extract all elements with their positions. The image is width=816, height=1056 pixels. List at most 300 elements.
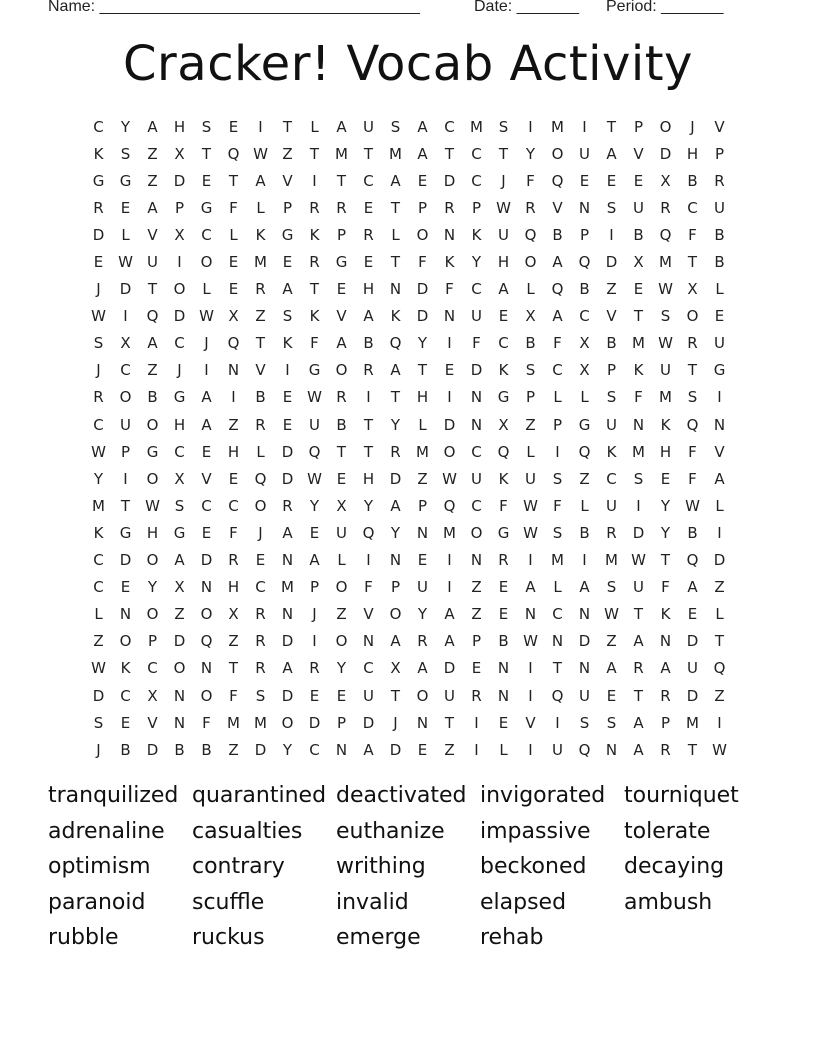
grid-letter[interactable]: O [335, 361, 348, 380]
grid-letter[interactable]: I [474, 740, 479, 759]
grid-letter[interactable]: C [255, 578, 266, 597]
grid-letter[interactable]: A [282, 280, 293, 299]
grid-letter[interactable]: C [174, 334, 185, 353]
grid-letter[interactable]: P [417, 198, 428, 217]
grid-letter[interactable]: W [307, 469, 322, 488]
grid-letter[interactable]: D [173, 632, 186, 651]
grid-letter[interactable]: A [579, 578, 590, 597]
grid-letter[interactable]: Q [659, 225, 672, 244]
grid-letter[interactable]: Z [714, 578, 725, 597]
grid-letter[interactable]: V [147, 225, 158, 244]
grid-letter[interactable]: A [390, 171, 401, 190]
grid-letter[interactable]: U [579, 686, 590, 705]
grid-letter[interactable]: N [470, 415, 483, 434]
grid-letter[interactable]: D [281, 469, 294, 488]
grid-letter[interactable]: X [120, 334, 131, 353]
grid-letter[interactable]: H [416, 388, 429, 407]
grid-letter[interactable]: E [660, 469, 671, 488]
grid-letter[interactable]: X [174, 225, 185, 244]
grid-letter[interactable]: N [119, 605, 132, 624]
grid-letter[interactable]: J [204, 334, 209, 353]
grid-letter[interactable]: N [443, 307, 456, 326]
grid-letter[interactable]: K [120, 659, 131, 678]
name-field[interactable]: Name: ____________________________________ [48, 0, 420, 15]
grid-letter[interactable]: H [686, 144, 699, 163]
grid-letter[interactable]: P [282, 198, 293, 217]
grid-letter[interactable]: T [687, 740, 698, 759]
grid-letter[interactable]: N [632, 415, 645, 434]
grid-letter[interactable]: O [173, 280, 186, 299]
grid-letter[interactable]: I [528, 659, 533, 678]
grid-letter[interactable]: L [337, 551, 346, 570]
grid-letter[interactable]: C [444, 117, 455, 136]
grid-letter[interactable]: E [363, 198, 374, 217]
grid-letter[interactable]: S [93, 713, 104, 732]
grid-letter[interactable]: Z [471, 578, 482, 597]
grid-letter[interactable]: I [609, 225, 614, 244]
grid-letter[interactable]: R [255, 280, 266, 299]
grid-letter[interactable]: Z [606, 280, 617, 299]
grid-letter[interactable]: B [606, 334, 617, 353]
grid-letter[interactable]: A [201, 415, 212, 434]
grid-letter[interactable]: L [580, 388, 589, 407]
grid-letter[interactable]: D [443, 659, 456, 678]
grid-letter[interactable]: T [120, 496, 131, 515]
grid-letter[interactable]: C [552, 605, 563, 624]
grid-letter[interactable]: X [579, 334, 590, 353]
grid-letter[interactable]: B [336, 415, 347, 434]
grid-letter[interactable]: D [443, 415, 456, 434]
grid-letter[interactable]: D [686, 686, 699, 705]
grid-letter[interactable]: P [579, 225, 590, 244]
grid-letter[interactable]: S [606, 198, 617, 217]
grid-letter[interactable]: R [660, 740, 671, 759]
grid-letter[interactable]: T [687, 361, 698, 380]
grid-letter[interactable]: S [606, 578, 617, 597]
grid-letter[interactable]: N [578, 659, 591, 678]
grid-letter[interactable]: E [228, 469, 239, 488]
grid-letter[interactable]: Y [120, 117, 131, 136]
grid-letter[interactable]: C [471, 280, 482, 299]
grid-letter[interactable]: Y [390, 523, 401, 542]
grid-letter[interactable]: V [336, 307, 347, 326]
grid-letter[interactable]: T [444, 144, 455, 163]
grid-letter[interactable]: R [525, 198, 536, 217]
grid-letter[interactable]: I [717, 523, 722, 542]
grid-letter[interactable]: R [606, 523, 617, 542]
grid-letter[interactable]: U [606, 496, 617, 515]
grid-letter[interactable]: N [173, 713, 186, 732]
grid-letter[interactable]: W [685, 496, 700, 515]
grid-letter[interactable]: O [686, 307, 699, 326]
grid-letter[interactable]: C [687, 198, 698, 217]
grid-letter[interactable]: P [714, 144, 725, 163]
grid-letter[interactable]: S [687, 388, 698, 407]
grid-letter[interactable]: Z [93, 632, 104, 651]
grid-letter[interactable]: I [312, 632, 317, 651]
grid-letter[interactable]: Y [363, 496, 374, 515]
grid-letter[interactable]: Y [525, 144, 536, 163]
grid-letter[interactable]: F [202, 713, 211, 732]
grid-letter[interactable]: L [256, 442, 265, 461]
grid-letter[interactable]: Z [471, 605, 482, 624]
grid-letter[interactable]: E [579, 171, 590, 190]
grid-letter[interactable]: D [470, 361, 483, 380]
grid-letter[interactable]: U [660, 361, 671, 380]
grid-letter[interactable]: M [227, 713, 240, 732]
grid-letter[interactable]: C [471, 442, 482, 461]
grid-letter[interactable]: Q [686, 415, 699, 434]
grid-letter[interactable]: N [281, 551, 294, 570]
grid-letter[interactable]: C [309, 740, 320, 759]
grid-letter[interactable]: T [147, 280, 158, 299]
grid-letter[interactable]: E [606, 171, 617, 190]
grid-letter[interactable]: Z [444, 740, 455, 759]
grid-letter[interactable]: G [497, 388, 510, 407]
grid-letter[interactable]: F [229, 686, 238, 705]
grid-letter[interactable]: O [335, 578, 348, 597]
grid-letter[interactable]: B [147, 388, 158, 407]
grid-letter[interactable]: W [523, 523, 538, 542]
grid-letter[interactable]: K [309, 307, 320, 326]
grid-letter[interactable]: O [416, 225, 429, 244]
grid-letter[interactable]: G [146, 442, 159, 461]
grid-letter[interactable]: D [632, 523, 645, 542]
grid-letter[interactable]: K [255, 225, 266, 244]
grid-letter[interactable]: E [417, 740, 428, 759]
grid-letter[interactable]: A [147, 334, 158, 353]
grid-letter[interactable]: B [633, 225, 644, 244]
grid-letter[interactable]: C [471, 144, 482, 163]
grid-letter[interactable]: N [173, 686, 186, 705]
grid-letter[interactable]: S [633, 469, 644, 488]
grid-letter[interactable]: P [525, 388, 536, 407]
grid-letter[interactable]: D [92, 686, 105, 705]
grid-letter[interactable]: X [174, 144, 185, 163]
grid-letter[interactable]: W [91, 307, 106, 326]
grid-letter[interactable]: H [227, 442, 240, 461]
grid-letter[interactable]: S [552, 469, 563, 488]
grid-letter[interactable]: A [417, 659, 428, 678]
grid-letter[interactable]: Y [660, 496, 671, 515]
grid-letter[interactable]: Q [578, 253, 591, 272]
grid-letter[interactable]: U [714, 334, 725, 353]
grid-letter[interactable]: V [255, 361, 266, 380]
grid-letter[interactable]: L [526, 442, 535, 461]
grid-letter[interactable]: I [555, 442, 560, 461]
grid-letter[interactable]: N [227, 361, 240, 380]
grid-letter[interactable]: F [526, 171, 535, 190]
grid-letter[interactable]: N [470, 388, 483, 407]
grid-letter[interactable]: T [633, 605, 644, 624]
grid-letter[interactable]: I [555, 713, 560, 732]
grid-letter[interactable]: B [498, 632, 509, 651]
grid-letter[interactable]: B [174, 740, 185, 759]
grid-letter[interactable]: T [444, 713, 455, 732]
grid-letter[interactable]: M [416, 442, 429, 461]
grid-letter[interactable]: F [688, 469, 697, 488]
grid-letter[interactable]: Z [147, 144, 158, 163]
grid-letter[interactable]: K [390, 307, 401, 326]
grid-letter[interactable]: O [200, 605, 213, 624]
grid-letter[interactable]: N [281, 605, 294, 624]
grid-letter[interactable]: N [659, 632, 672, 651]
grid-letter[interactable]: O [416, 686, 429, 705]
grid-letter[interactable]: P [309, 578, 320, 597]
grid-letter[interactable]: J [177, 361, 182, 380]
grid-letter[interactable]: B [579, 280, 590, 299]
grid-letter[interactable]: N [578, 605, 591, 624]
grid-letter[interactable]: R [687, 334, 698, 353]
grid-letter[interactable]: A [660, 659, 671, 678]
grid-letter[interactable]: E [201, 442, 212, 461]
grid-letter[interactable]: F [688, 225, 697, 244]
grid-letter[interactable]: U [606, 415, 617, 434]
grid-letter[interactable]: M [254, 713, 267, 732]
grid-letter[interactable]: A [363, 740, 374, 759]
grid-letter[interactable]: U [120, 415, 131, 434]
grid-letter[interactable]: A [633, 713, 644, 732]
grid-letter[interactable]: U [579, 144, 590, 163]
grid-letter[interactable]: R [309, 659, 320, 678]
grid-letter[interactable]: K [606, 442, 617, 461]
grid-letter[interactable]: S [552, 523, 563, 542]
grid-letter[interactable]: E [228, 117, 239, 136]
grid-letter[interactable]: A [147, 117, 158, 136]
grid-letter[interactable]: A [606, 144, 617, 163]
grid-letter[interactable]: A [552, 307, 563, 326]
grid-letter[interactable]: P [552, 415, 563, 434]
grid-letter[interactable]: X [579, 361, 590, 380]
grid-letter[interactable]: I [582, 551, 587, 570]
grid-letter[interactable]: U [444, 686, 455, 705]
grid-letter[interactable]: P [336, 225, 347, 244]
grid-letter[interactable]: E [255, 551, 266, 570]
grid-letter[interactable]: T [255, 334, 266, 353]
grid-letter[interactable]: P [606, 361, 617, 380]
grid-letter[interactable]: S [174, 496, 185, 515]
grid-letter[interactable]: Z [147, 361, 158, 380]
grid-letter[interactable]: S [282, 307, 293, 326]
grid-letter[interactable]: U [633, 578, 644, 597]
grid-letter[interactable]: Q [551, 280, 564, 299]
grid-letter[interactable]: U [309, 415, 320, 434]
grid-letter[interactable]: E [93, 253, 104, 272]
grid-letter[interactable]: K [93, 523, 104, 542]
grid-letter[interactable]: C [93, 117, 104, 136]
grid-letter[interactable]: Q [524, 225, 537, 244]
grid-letter[interactable]: P [417, 496, 428, 515]
grid-letter[interactable]: V [201, 469, 212, 488]
grid-letter[interactable]: R [93, 198, 104, 217]
grid-letter[interactable]: U [714, 198, 725, 217]
grid-letter[interactable]: T [606, 117, 617, 136]
grid-letter[interactable]: F [472, 334, 481, 353]
grid-letter[interactable]: L [715, 605, 724, 624]
grid-letter[interactable]: D [92, 225, 105, 244]
grid-letter[interactable]: W [199, 307, 214, 326]
grid-letter[interactable]: R [444, 198, 455, 217]
grid-letter[interactable]: L [553, 578, 562, 597]
grid-letter[interactable]: Y [390, 415, 401, 434]
grid-letter[interactable]: A [255, 171, 266, 190]
grid-letter[interactable]: N [524, 605, 537, 624]
grid-letter[interactable]: Z [714, 686, 725, 705]
grid-letter[interactable]: R [255, 632, 266, 651]
grid-letter[interactable]: G [173, 523, 186, 542]
grid-letter[interactable]: Y [147, 578, 158, 597]
grid-letter[interactable]: Q [308, 442, 321, 461]
grid-letter[interactable]: J [96, 361, 101, 380]
grid-letter[interactable]: W [496, 198, 511, 217]
grid-letter[interactable]: C [93, 551, 104, 570]
grid-letter[interactable]: D [443, 171, 456, 190]
grid-letter[interactable]: H [227, 578, 240, 597]
grid-letter[interactable]: A [552, 253, 563, 272]
grid-letter[interactable]: N [578, 198, 591, 217]
grid-letter[interactable]: E [336, 280, 347, 299]
grid-letter[interactable]: J [501, 171, 506, 190]
grid-letter[interactable]: N [497, 686, 510, 705]
grid-letter[interactable]: T [633, 686, 644, 705]
grid-letter[interactable]: L [94, 605, 103, 624]
grid-letter[interactable]: Q [443, 496, 456, 515]
grid-letter[interactable]: R [417, 632, 428, 651]
grid-letter[interactable]: X [525, 307, 536, 326]
grid-letter[interactable]: E [120, 578, 131, 597]
grid-letter[interactable]: U [363, 686, 374, 705]
grid-letter[interactable]: I [447, 551, 452, 570]
grid-letter[interactable]: S [390, 117, 401, 136]
grid-letter[interactable]: R [255, 605, 266, 624]
grid-letter[interactable]: U [498, 225, 509, 244]
grid-letter[interactable]: T [660, 551, 671, 570]
grid-letter[interactable]: D [281, 442, 294, 461]
grid-letter[interactable]: G [173, 388, 186, 407]
grid-letter[interactable]: X [660, 171, 671, 190]
grid-letter[interactable]: L [391, 225, 400, 244]
grid-letter[interactable]: Z [336, 605, 347, 624]
grid-letter[interactable]: D [254, 740, 267, 759]
grid-letter[interactable]: F [418, 253, 427, 272]
grid-letter[interactable]: D [713, 551, 726, 570]
grid-letter[interactable]: B [714, 225, 725, 244]
grid-letter[interactable]: R [282, 496, 293, 515]
grid-letter[interactable]: I [204, 361, 209, 380]
grid-letter[interactable]: E [309, 686, 320, 705]
grid-letter[interactable]: M [254, 253, 267, 272]
date-field[interactable]: Date: _______ [474, 0, 579, 15]
grid-letter[interactable]: N [416, 523, 429, 542]
grid-letter[interactable]: B [120, 740, 131, 759]
grid-letter[interactable]: Z [579, 469, 590, 488]
grid-letter[interactable]: Z [228, 632, 239, 651]
grid-letter[interactable]: O [146, 469, 159, 488]
grid-letter[interactable]: E [282, 388, 293, 407]
grid-letter[interactable]: D [173, 171, 186, 190]
period-field[interactable]: Period: _______ [606, 0, 724, 15]
grid-letter[interactable]: L [418, 415, 427, 434]
grid-letter[interactable]: T [498, 144, 509, 163]
grid-letter[interactable]: C [120, 686, 131, 705]
grid-letter[interactable]: I [528, 686, 533, 705]
grid-letter[interactable]: F [634, 388, 643, 407]
grid-letter[interactable]: I [717, 713, 722, 732]
grid-letter[interactable]: I [582, 117, 587, 136]
grid-letter[interactable]: W [91, 442, 106, 461]
grid-letter[interactable]: T [552, 659, 563, 678]
grid-letter[interactable]: F [310, 334, 319, 353]
grid-letter[interactable]: S [93, 334, 104, 353]
grid-letter[interactable]: C [228, 496, 239, 515]
grid-letter[interactable]: A [309, 551, 320, 570]
grid-letter[interactable]: U [552, 740, 563, 759]
grid-letter[interactable]: Q [578, 442, 591, 461]
grid-letter[interactable]: O [146, 605, 159, 624]
grid-letter[interactable]: A [633, 740, 644, 759]
grid-letter[interactable]: J [96, 280, 101, 299]
grid-letter[interactable]: Y [282, 740, 293, 759]
grid-letter[interactable]: N [605, 740, 618, 759]
grid-letter[interactable]: R [633, 659, 644, 678]
grid-letter[interactable]: U [525, 469, 536, 488]
grid-letter[interactable]: A [390, 632, 401, 651]
grid-letter[interactable]: L [715, 280, 724, 299]
grid-letter[interactable]: X [174, 578, 185, 597]
grid-letter[interactable]: I [717, 388, 722, 407]
grid-letter[interactable]: M [443, 523, 456, 542]
grid-letter[interactable]: E [201, 171, 212, 190]
grid-letter[interactable]: A [147, 198, 158, 217]
grid-letter[interactable]: K [660, 605, 671, 624]
grid-letter[interactable]: Q [227, 144, 240, 163]
grid-letter[interactable]: V [525, 713, 536, 732]
grid-letter[interactable]: N [497, 659, 510, 678]
grid-letter[interactable]: W [523, 496, 538, 515]
grid-letter[interactable]: R [309, 198, 320, 217]
grid-letter[interactable]: H [173, 117, 186, 136]
grid-letter[interactable]: S [255, 686, 266, 705]
grid-letter[interactable]: D [389, 740, 402, 759]
grid-letter[interactable]: C [174, 442, 185, 461]
grid-letter[interactable]: I [123, 469, 128, 488]
grid-letter[interactable]: D [605, 253, 618, 272]
grid-letter[interactable]: D [659, 144, 672, 163]
grid-letter[interactable]: V [633, 144, 644, 163]
grid-letter[interactable]: Q [686, 551, 699, 570]
grid-letter[interactable]: D [146, 740, 159, 759]
grid-letter[interactable]: I [231, 388, 236, 407]
grid-letter[interactable]: E [633, 280, 644, 299]
grid-letter[interactable]: G [713, 361, 726, 380]
grid-letter[interactable]: L [256, 198, 265, 217]
grid-letter[interactable]: S [660, 307, 671, 326]
grid-letter[interactable]: F [499, 496, 508, 515]
grid-letter[interactable]: A [444, 605, 455, 624]
grid-letter[interactable]: F [553, 334, 562, 353]
grid-letter[interactable]: S [579, 713, 590, 732]
grid-letter[interactable]: A [417, 144, 428, 163]
grid-letter[interactable]: X [336, 496, 347, 515]
grid-letter[interactable]: O [470, 523, 483, 542]
grid-letter[interactable]: O [146, 415, 159, 434]
grid-letter[interactable]: U [147, 253, 158, 272]
grid-letter[interactable]: I [366, 388, 371, 407]
grid-letter[interactable]: X [390, 659, 401, 678]
grid-letter[interactable]: N [389, 551, 402, 570]
grid-letter[interactable]: I [528, 740, 533, 759]
grid-letter[interactable]: Q [200, 632, 213, 651]
